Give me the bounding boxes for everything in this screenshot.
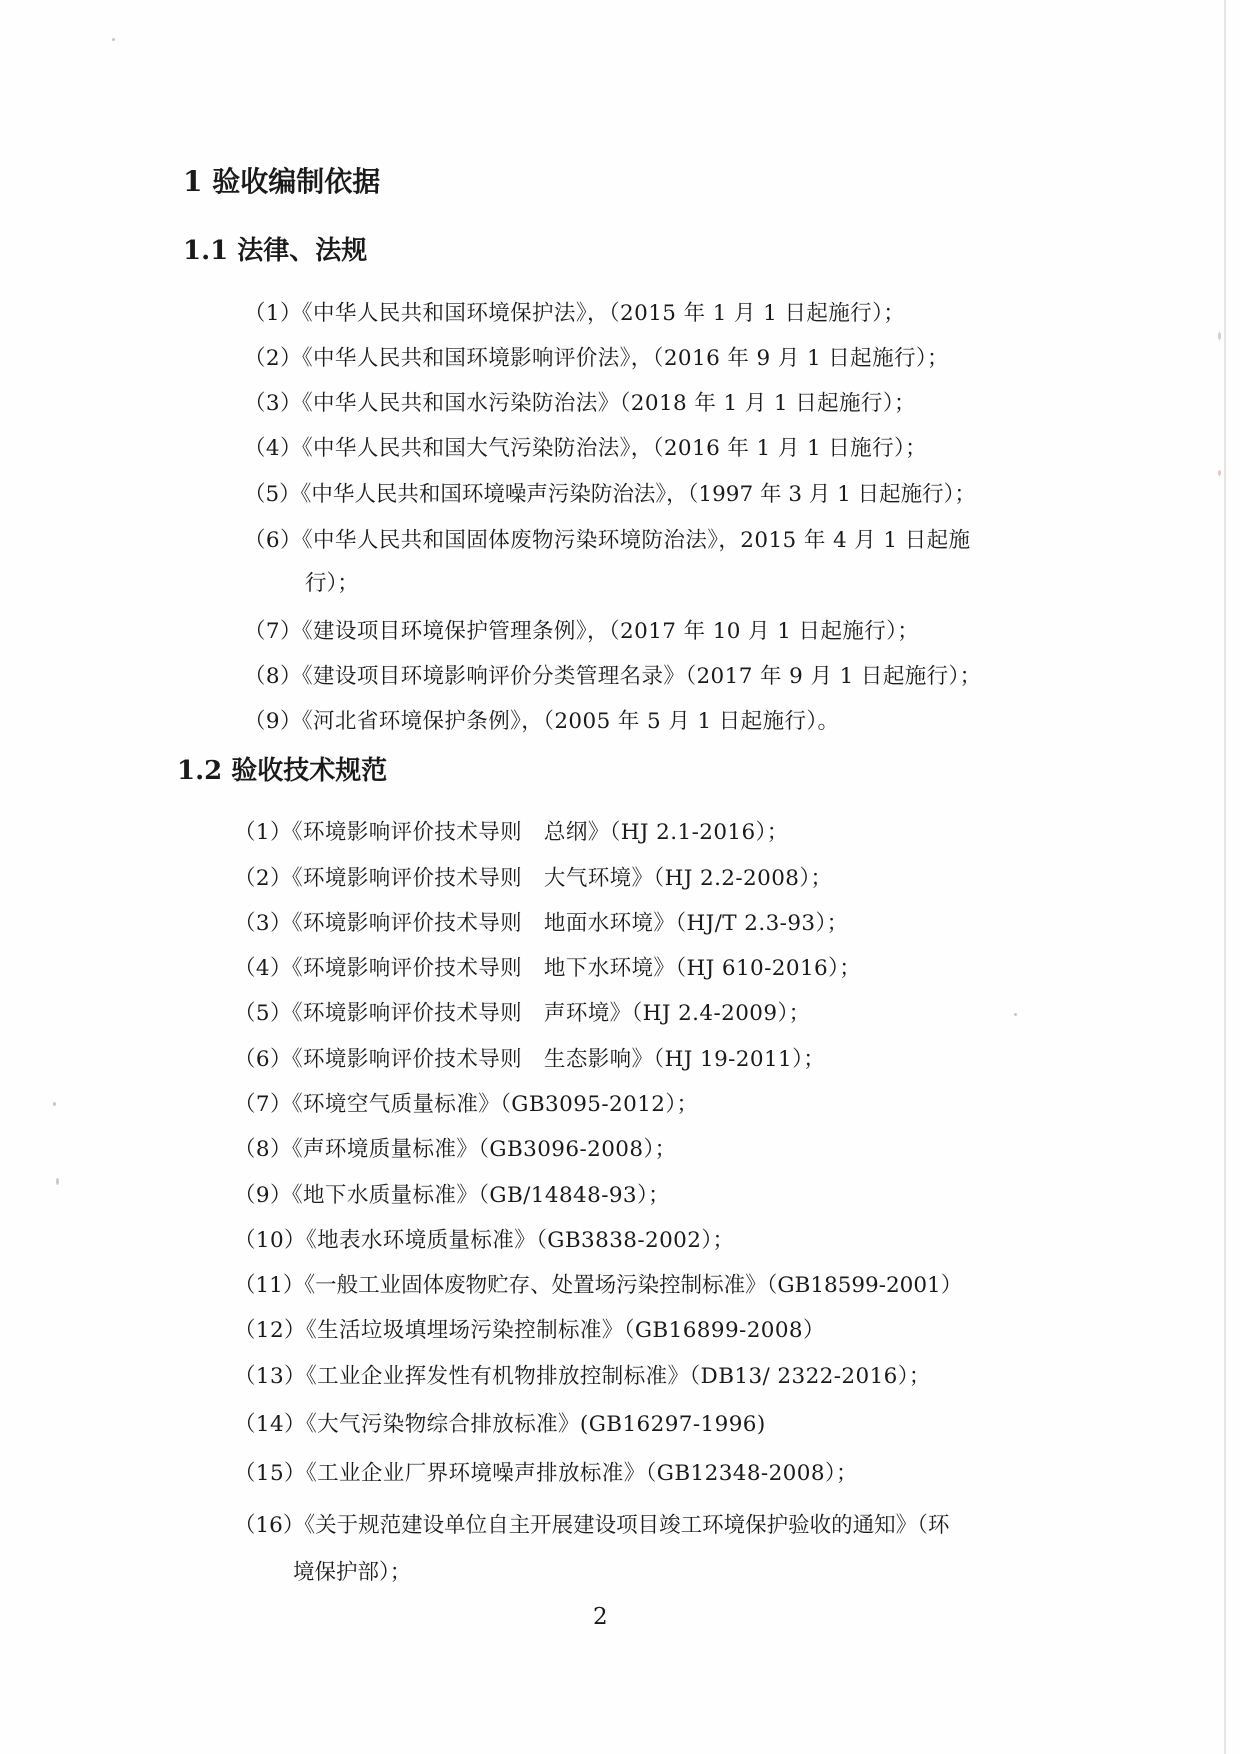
law-item-1: （1）《中华人民共和国环境保护法》，（2015 年 1 月 1 日起施行）；	[244, 301, 906, 326]
spec-item-13: （13）《工业企业挥发性有机物排放控制标准》（DB13/ 2322-2016）；	[234, 1364, 931, 1389]
spec-item-15: （15）《工业企业厂界环境噪声排放标准》（GB12348-2008）；	[234, 1461, 858, 1486]
spec-item-6: （6）《环境影响评价技术导则 生态影响》（HJ 19-2011）；	[234, 1047, 826, 1072]
spec-item-1: （1）《环境影响评价技术导则 总纲》（HJ 2.1-2016）；	[234, 820, 789, 845]
spec-item-16: （16）《关于规范建设单位自主开展建设项目竣工环境保护验收的通知》（环	[234, 1513, 950, 1538]
spec-item-16-continuation: 境保护部）；	[293, 1560, 412, 1585]
scan-speck	[1218, 332, 1221, 340]
spec-item-9: （9）《地下水质量标准》（GB/14848-93）；	[234, 1183, 671, 1208]
page-number: 2	[593, 1604, 608, 1630]
law-item-7: （7）《建设项目环境保护管理条例》，（2017 年 10 月 1 日起施行）；	[244, 619, 920, 644]
scan-speck	[1014, 1013, 1017, 1016]
spec-item-8: （8）《声环境质量标准》（GB3096-2008）；	[234, 1137, 677, 1162]
scan-speck	[112, 38, 115, 41]
law-item-6: （6）《中华人民共和国固体废物污染环境防治法》，2015 年 4 月 1 日起施	[244, 528, 971, 553]
spec-item-7: （7）《环境空气质量标准》（GB3095-2012）；	[234, 1092, 699, 1117]
scan-speck	[1218, 470, 1221, 476]
law-item-2: （2）《中华人民共和国环境影响评价法》，（2016 年 9 月 1 日起施行）；	[244, 346, 949, 371]
law-item-9: （9）《河北省环境保护条例》，（2005 年 5 月 1 日起施行）。	[244, 709, 840, 734]
spec-item-2: （2）《环境影响评价技术导则 大气环境》（HJ 2.2-2008）；	[234, 866, 833, 891]
spec-item-14: （14）《大气污染物综合排放标准》(GB16297-1996)	[234, 1412, 766, 1437]
law-item-6-continuation: 行）；	[305, 571, 359, 596]
scan-speck	[56, 1178, 59, 1185]
law-item-3: （3）《中华人民共和国水污染防治法》（2018 年 1 月 1 日起施行）；	[244, 391, 916, 416]
scan-edge-line	[1224, 0, 1226, 1754]
section-1-2-title: 1.2 验收技术规范	[177, 756, 388, 786]
section-1-1-title: 1.1 法律、法规	[183, 236, 368, 266]
spec-item-5: （5）《环境影响评价技术导则 声环境》（HJ 2.4-2009）；	[234, 1001, 811, 1026]
spec-item-10: （10）《地表水环境质量标准》（GB3838-2002）；	[234, 1228, 735, 1253]
spec-item-3: （3）《环境影响评价技术导则 地面水环境》（HJ/T 2.3-93）；	[234, 911, 849, 936]
law-item-5: （5）《中华人民共和国环境噪声污染防治法》，（1997 年 3 月 1 日起施行）；	[244, 482, 976, 507]
law-item-4: （4）《中华人民共和国大气污染防治法》，（2016 年 1 月 1 日施行）；	[244, 436, 928, 461]
spec-item-11: （11）《一般工业固体废物贮存、处置场污染控制标准》（GB18599-2001）	[234, 1273, 963, 1298]
scan-speck	[53, 1102, 56, 1106]
spec-item-12: （12）《生活垃圾填埋场污染控制标准》（GB16899-2008）	[234, 1318, 825, 1343]
law-item-8: （8）《建设项目环境影响评价分类管理名录》（2017 年 9 月 1 日起施行）；	[244, 664, 982, 689]
chapter-heading: 1 验收编制依据	[183, 165, 381, 198]
spec-item-4: （4）《环境影响评价技术导则 地下水环境》（HJ 610-2016）；	[234, 956, 862, 981]
